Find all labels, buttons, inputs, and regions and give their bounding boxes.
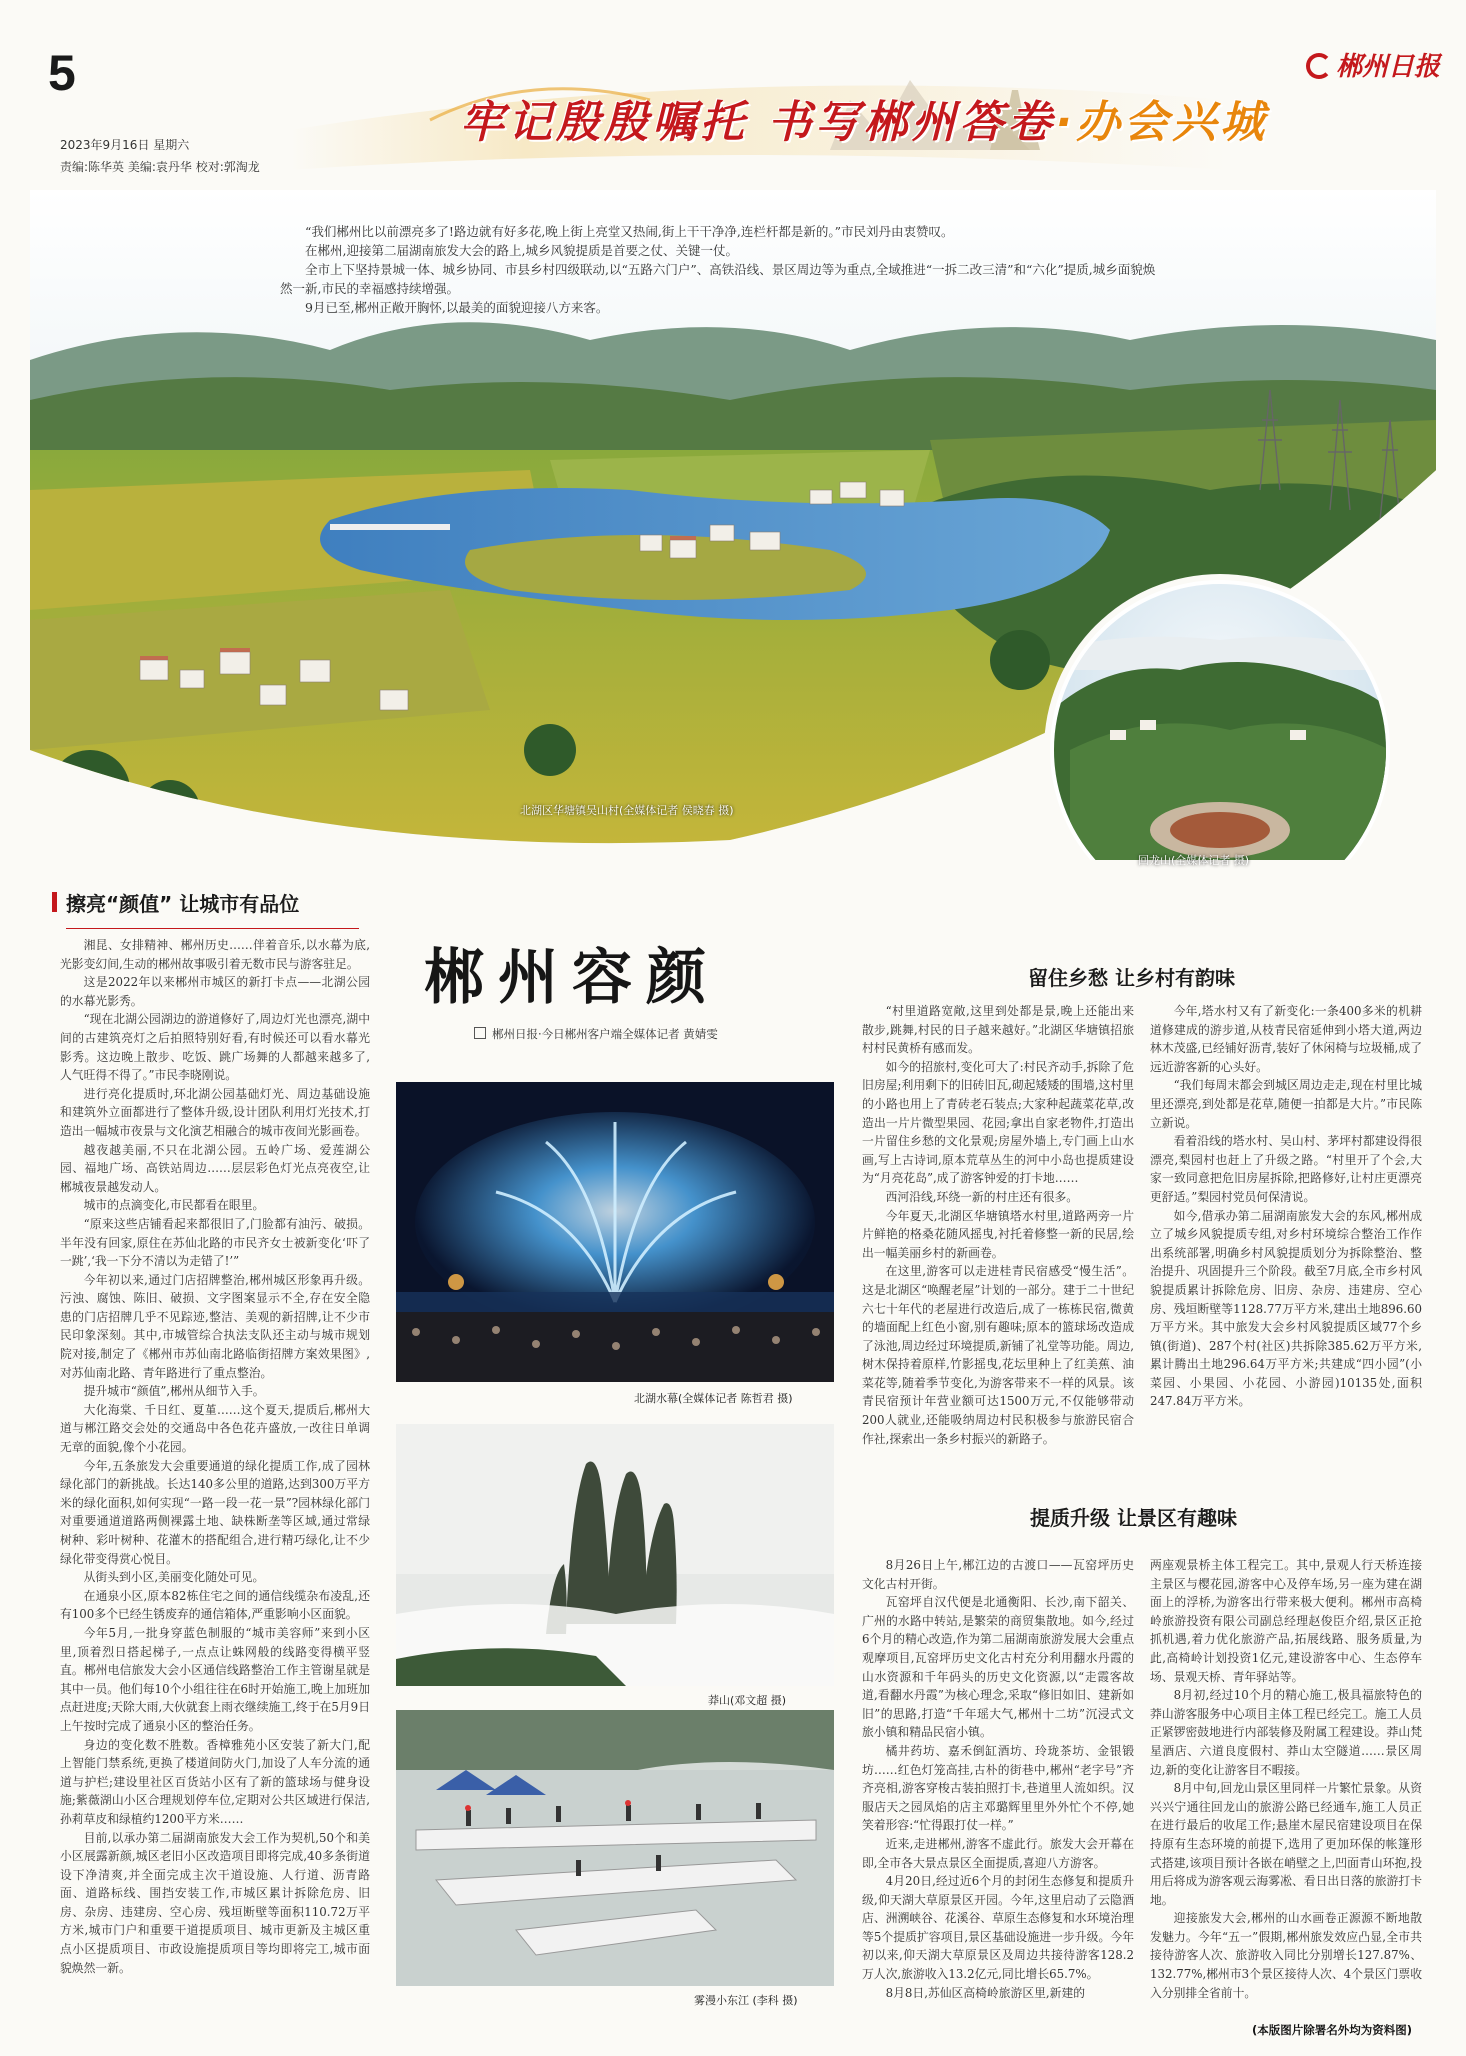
paragraph: 进行亮化提质时,环北湖公园基础灯光、周边基础设施和建筑外立面都进行了整体升级,设计团队利用灯光技术,打造出一幅城市夜景与文化演艺相融合的城市夜间光影画卷。 [60,1086,370,1138]
paragraph: 8月初,经过10个月的精心施工,极具福旅特色的莽山游客服务中心项目主体工程已经完工。施工人员正紧锣密鼓地进行内部装修及附属工程建设。莽山梵星酒店、六道良度假村、莽山太空隧道……景区周边,新的变化让游客目不暇接。 [1150,1688,1422,1777]
hero-intro-text [280,222,1160,317]
paragraph: 近来,走进郴州,游客不虚此行。旅发大会开幕在即,全市各大景点景区全面提质,喜迎八方游客。 [862,1836,1134,1870]
paragraph: 4月20日,经过近6个月的封闭生态修复和提质升级,仰天湖大草原景区开园。今年,这里启动了云隐酒店、洲溯峡谷、花溪谷、草原生态修复和水环境治理等5个提质扩容项目,景区基础设施进一步升级。今年初以来,仰天湖大草原景区及周边共接待游客128.2万人次,旅游收入13.2亿元,同比增长65.7%。 [862,1874,1134,1982]
paragraph: 大化海棠、千日红、夏堇……这个夏天,提质后,郴州大道与郴江路交会处的交通岛中各色花卉盛放,一改往日单调无章的面貌,像个小花园。 [60,1402,370,1455]
paragraph: 提升城市“颜值”,郴州从细节入手。 [83,1384,265,1399]
intro-paragraph: 9月已至,郴州正敞开胸怀,以最美的面貌迎接八方来客。 [305,300,609,315]
article-column-4 [1150,1002,1422,1488]
paragraph: 如今,借承办第二届湖南旅发大会的东风,郴州成立了城乡风貌提质专组,对乡村环境综合整治工作作出系统部署,明确乡村风貌提质划分为拆除整治、整治提升、巩固提升三个阶段。截至7月底,全市乡村风貌提质累计拆除危房、旧房、杂房、违建房、空心房、残垣断壁等1128.77万平方米,建出土地896.60万平方米。其中旅发大会乡村风貌提质区域77个乡镇(街道)、287个村(社区)共拆除385.62万平方米,累计腾出土地296.64万平方米;共建成“四小园”(小菜园、小果园、小花园、小游园)10135处,面积247.84万平方米。 [1150,1208,1422,1409]
paragraph: 两座观景桥主体工程完工。其中,景观人行天桥连接主景区与樱花园,游客中心及停车场,另一座为建在湖面上的浮桥,为游客出行带来极大便利。郴州市高椅岭旅游投资有限公司副总经理赵俊臣介绍,景区正抢抓机遇,着力优化旅游产品,拓展线路、服务质量,为此,高椅岭计划投资1亿元,建设游客中心、生态停车场、景观天桥、青年驿站等。 [1150,1558,1422,1684]
article-title: 郴州容颜 [424,943,720,1013]
photo-credit-note: (本版图片除署名外均为资料图) [1252,2023,1413,2037]
paragraph: 在这里,游客可以走进桂青民宿感受“慢生活”。这是北湖区“唤醒老屋”计划的一部分。建于二十世纪六七十年代的老屋进行改造后,成了一栋栋民宿,微黄的墙面配上红色小窗,别有趣味;原本的篮球场改造成了泳池,周边经过环境提质,新铺了礼堂等功能。周边,树木保持着原样,竹影摇曳,花坛里种上了红美蕉、油菜花等,随着季节变化,为游客带来不一样的风景。该青民宿预计年营业额可达1500万元,不仅能够带动200人就业,还能吸纳周边村民积极参与旅游民宿合作社,探索出一条乡村振兴的新路子。 [862,1264,1134,1446]
paragraph: “村里道路宽敞,这里到处都是景,晚上还能出来散步,跳舞,村民的日子越来越好。”北湖区华塘镇招旅村村民黄桥有感而发。 [862,1004,1134,1056]
paragraph: 目前,以承办第二届湖南旅发大会工作为契机,50个和美小区展露新颜,城区老旧小区改造项目即将完成,40多条街道设下净清爽,并全面完成主次干道设施、人行道、沥青路面、道路标线、围挡安装工作,市城区累计拆除危房、旧房、杂房、违建房、空心房、残垣断壁等面积110.72万平方米,城市门户和重要干道提质项目、城市更新及主城区重点小区提质项目、市政设施提质项目等均即将完工,城市面貌焕然一新。 [60,1830,370,1975]
dongjiang-caption: 雾漫小东江 (李科 摄) [694,1994,798,2007]
paragraph: 在通泉小区,原本82栋住宅之间的通信线缆杂布凌乱,还有100多个已经生锈废弃的通信箱体,严重影响小区面貌。 [60,1588,370,1622]
banner-title-sub: ·办会兴城 [1055,97,1269,148]
article-byline: 郴州日报·今日郴州客户端全媒体记者 黄婧雯 [474,1026,718,1042]
paragraph: 8月中旬,回龙山景区里同样一片繁忙景象。从资兴兴宁通往回龙山的旅游公路已经通车,施工人员正在进行最后的收尾工作;悬崖木屋民宿建设项目在保持原有生态环境的前提下,选用了更加环保的帐篷形式搭建,该项目预计各嵌在峭壁之上,凹面青山环抱,投用后将成为游客观云海雾凇、看日出日落的旅游打卡地。 [1150,1781,1422,1907]
hero-photo-caption: 北湖区华塘镇吴山村(全媒体记者 侯晓春 摄) [520,804,734,817]
paragraph: 今年初以来,通过门店招牌整治,郴州城区形象再升级。污浊、腐蚀、陈旧、破损、文字图案显示不全,存在安全隐患的门店招牌几乎不见踪迹,整洁、美观的新招牌,让不少市民印象深刻。其中,市城管综合执法支队还主动与城市规划院对接,制定了《郴州市苏仙南北路临街招牌方案效果图》,对苏仙南北路、青年路进行了重点整治。 [60,1272,370,1380]
paragraph: 湘昆、女排精神、郴州历史……伴着音乐,以水幕为底,光影变幻间,生动的郴州故事吸引着无数市民与游客驻足。 [60,938,370,971]
paragraph: “原来这些店铺看起来都很旧了,门脸都有油污、破损。半年没有回家,原住在苏仙北路的市民齐女士被新变化‘吓了一跳’,‘我一下分不清以为走错了!’” [60,1216,370,1269]
editor-credits: 责编:陈华英 美编:袁丹华 校对:郭淘龙 [60,160,260,174]
page-number: 5 [48,45,76,101]
paragraph: “现在北湖公园湖边的游道修好了,周边灯光也漂亮,湖中间的古建筑亮灯之后拍照特别好看,有时候还可以看水幕光影秀。这边晚上散步、吃饭、跳广场舞的人都越来越多了,人气旺得不得了。”市民李晓刚说。 [60,1012,370,1083]
paragraph: 8月26日上午,郴江边的古渡口——瓦窑坪历史文化古村开街。 [862,1558,1134,1591]
paragraph: 橘井药坊、嘉禾倒缸酒坊、玲珑茶坊、金银锻坊……红色灯笼高挂,古朴的街巷中,郴州“老字号”齐齐亮相,游客穿梭古装拍照打卡,巷道里人流如织。汉服店天之园凤焰的店主邓璐辉里里外外忙个不停,她笑着形容:“忙得跟打仗一样。” [862,1743,1134,1833]
masthead-name: 郴州日报 [1336,52,1441,82]
paragraph: 西河沿线,环绕一新的村庄还有很多。 [885,1189,1079,1204]
paragraph: 瓦窑坪自汉代便是北通衡阳、长沙,南下韶关、广州的水路中转站,是繁荣的商贸集散地。如今,经过6个月的精心改造,作为第二届湖南旅游发展大会重点观摩项目,瓦窑坪历史文化古村充分利用翻水丹霞的山水资源和千年码头的历史文化资源,以“走霞客故道,看翻水丹霞”为核心理念,采取“修旧如旧、建新如旧”的思路,打造“千年瑶大气,郴州十二坊”沉浸式文旅小镇和精品民宿小镇。 [862,1595,1134,1740]
fountain-caption: 北湖水幕(全媒体记者 陈哲君 摄) [634,1392,793,1405]
paragraph: 这是2022年以来郴州市城区的新打卡点——北湖公园的水幕光影秀。 [60,975,370,1008]
mangshan-caption: 莽山(邓文超 摄) [708,1694,787,1707]
mangshan-photo [396,1424,834,1686]
paragraph: 越夜越美丽,不只在北湖公园。五岭广场、爱莲湖公园、福地广场、高铁站周边……层层彩色灯光点亮夜空,让郴城夜景越发动人。 [60,1142,370,1194]
paragraph: 从街头到小区,美丽变化随处可见。 [83,1570,265,1585]
article-column-6 [1150,1556,1422,2018]
banner-title-main: 牢记殷殷嘱托 书写郴州答卷 [460,97,1056,148]
paragraph: 今年5月,一批身穿蓝色制服的“城市美容师”来到小区里,顶着烈日搭起梯子,一点点让蛛网般的线路变得横平竖直。郴州电信旅发大会小区通信线路整治工作主管谢星就是其中一员。他们每10个小组往往在6时开始施工,晚上加班加点赶进度;天除大雨,大伙就套上雨衣继续施工,终于在5月9日上午按时完成了通泉小区的整治任务。 [60,1625,370,1733]
paragraph: 城市的点滴变化,市民都看在眼里。 [83,1198,265,1213]
paragraph: 今年,塔水村又有了新变化:一条400多米的机耕道修建成的游步道,从枝青民宿延伸到小塔大道,两边林木茂盛,已经铺好沥青,装好了休闲椅与垃圾桶,成了远近游客新的心头好。 [1150,1004,1422,1074]
newspaper-masthead [1306,46,1440,83]
paragraph: 今年,五条旅发大会重要通道的绿化提质工作,成了园林绿化部门的新挑战。长达140多公里的道路,达到300万平方米的绿化面积,如何实现“一路一段一花一景”?园林绿化部门对重要通道道路两侧裸露土地、缺株断垄等区域,通过常绿树种、彩叶树种、花灌木的搭配组合,进行精巧绿化,让不少绿化带变得赏心悦目。 [60,1458,370,1566]
intro-paragraph: 全市上下坚持景城一体、城乡协同、市县乡村四级联动,以“五路六门户”、高铁沿线、景区周边等为重点,全域推进“一拆二改三清”和“六化”提质,城乡面貌焕然一新,市民的幸福感持续增强。 [280,262,1156,296]
section-heading-scenic: 提质升级 让景区有趣味 [1030,1506,1237,1530]
article-column-5 [862,1556,1134,2036]
article-column-3 [862,1002,1134,1488]
intro-paragraph: “我们郴州比以前漂亮多了!路边就有好多花,晚上街上亮堂又热闹,街上干干净净,连栏杆都是新的。”市民刘丹由衷赞叹。 [305,224,954,239]
intro-paragraph: 在郴州,迎接第二届湖南旅发大会的路上,城乡风貌提质是首要之仗、关键一仗。 [305,243,738,258]
paragraph: 看着沿线的塔水村、吴山村、茅坪村都建设得很漂亮,梨园村也赶上了升级之路。“村里开了个会,大家一致同意把危旧房屋拆除,把路修好,让村庄更漂亮更舒适。”梨园村党员何保清说。 [1150,1134,1422,1204]
round-photo-caption: 回龙山(全媒体记者 摄) [1138,854,1250,867]
issue-date: 2023年9月16日 星期六 [60,138,190,152]
article-column-1 [60,936,370,2036]
paragraph: 身边的变化数不胜数。香樟雅苑小区安装了新大门,配上智能门禁系统,更换了楼道间防火门,加设了人车分流的通道与护栏;建设里社区百货站小区有了新的篮球场与健身设施;紫薇湖山小区合理规划停车位,定期对公共区域进行保洁,孙莉草皮和绿植约1200平方米…… [60,1737,370,1826]
section-heading-city: 擦亮“颜值” 让城市有品位 [66,888,299,917]
section-heading-village: 留住乡愁 让乡村有韵味 [1028,966,1235,990]
paragraph: 迎接旅发大会,郴州的山水画卷正源源不断地散发魅力。今年“五一”假期,郴州旅发效应凸显,全市共接待游客人次、旅游收入同比分别增长127.87%、132.77%,郴州市3个景区接待人次、4个景区门票收入分别排全省前十。 [1150,1911,1422,2000]
fountain-photo [396,1082,834,1382]
paragraph: 今年夏天,北湖区华塘镇塔水村里,道路两旁一片片鲜艳的格桑花随风摇曳,衬托着修整一新的民居,绘出一幅美丽乡村的新画卷。 [862,1208,1134,1260]
paragraph: 8月8日,苏仙区高椅岭旅游区里,新建的 [885,1985,1086,2000]
paragraph: 如今的招旅村,变化可大了:村民齐动手,拆除了危旧房屋;利用剩下的旧砖旧瓦,砌起矮矮的围墙,这村里的小路也用上了青砖老石装点;大家种起蔬菜花草,改造出一片片微型果园、花园;拿出自家老物件,打造出一片留住乡愁的文化景观;房屋外墙上,专门画上山水画,写上古诗词,原本荒草丛生的河中小岛也提质建设为“月亮花岛”,成了游客钟爱的打卡地…… [862,1059,1134,1186]
masthead-logo-icon [1306,53,1332,79]
page-banner-title [460,86,1268,150]
paragraph: “我们每周末都会到城区周边走走,现在村里比城里还漂亮,到处都是花草,随便一拍都是大片。”市民陈立新说。 [1150,1078,1422,1130]
dongjiang-photo [396,1710,834,1986]
